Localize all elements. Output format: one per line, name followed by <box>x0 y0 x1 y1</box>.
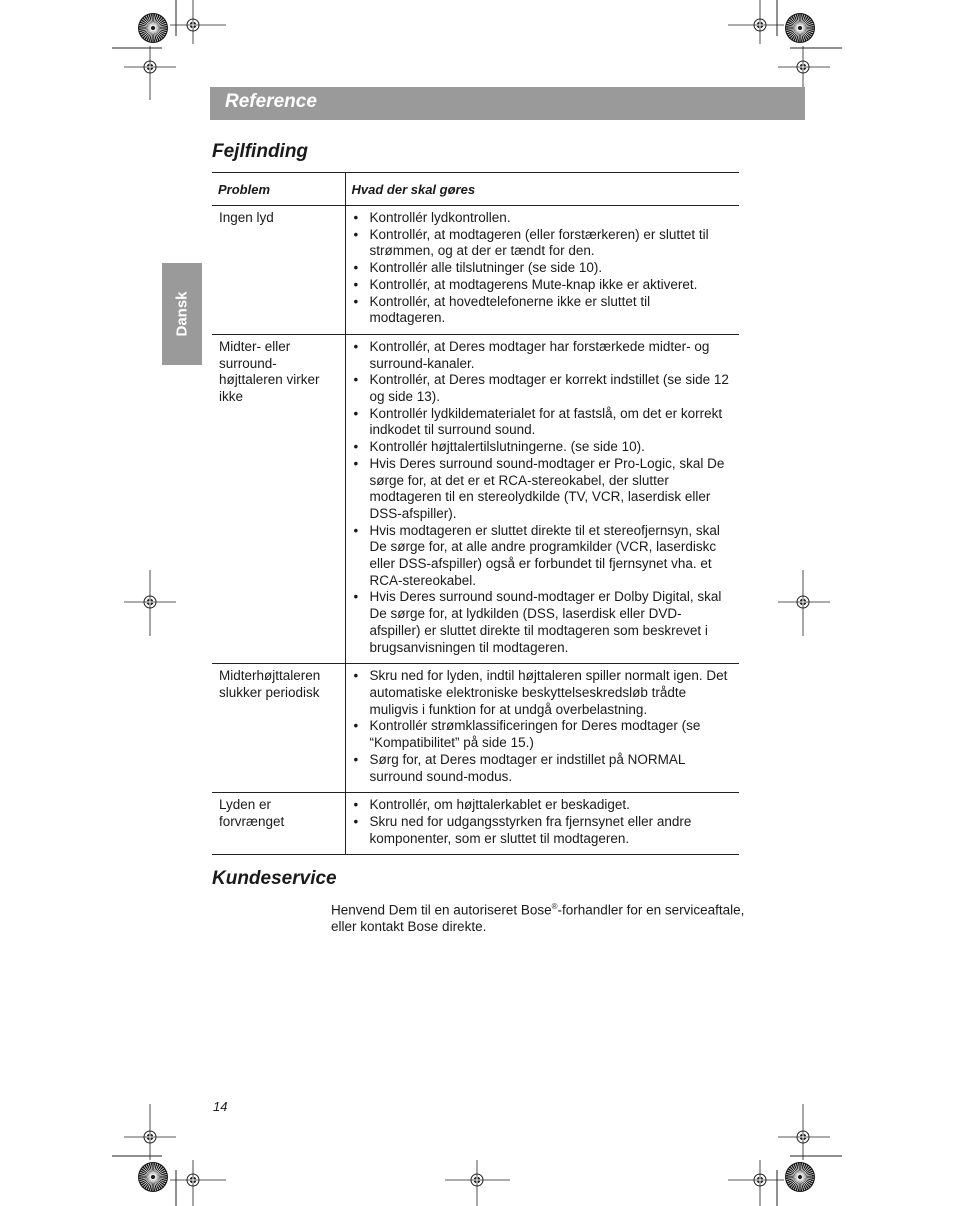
starburst-register-icon <box>138 13 168 43</box>
column-header-problem: Problem <box>212 173 345 206</box>
registered-mark: ® <box>551 902 558 911</box>
action-item: • Kontrollér, om højttalerkablet er beskadiget. <box>370 797 730 814</box>
action-item: • Kontrollér, at Deres modtager er korrekt indstillet (se side 12 og side 13). <box>370 372 730 405</box>
table-header-row <box>212 173 739 206</box>
starburst-register-icon <box>785 1162 815 1192</box>
action-cell <box>345 334 739 663</box>
language-tab-label: Dansk <box>173 291 191 337</box>
action-item: • Kontrollér, at modtageren (eller forstærkeren) er sluttet til strømmen, og at der er tændt for den. <box>370 227 730 260</box>
action-list <box>352 668 734 785</box>
action-list <box>352 210 734 327</box>
action-item: • Hvis Deres surround sound-modtager er Dolby Digital, skal De sørge for, at lydkilden (DSS, laserdisk eller DVD-afspiller) er sluttet direkte til modtageren som beskrevet i brugsanvisningen til modtageren. <box>370 589 730 656</box>
customer-service-text-part: -forhandler for en serviceaftale, eller kontakt Bose direkte. <box>331 902 745 935</box>
customer-service-text-part: Henvend Dem til en autoriseret Bose <box>331 902 552 918</box>
action-item: • Kontrollér, at hovedtelefonerne ikke er sluttet til modtageren. <box>370 294 730 327</box>
action-list <box>352 339 734 656</box>
action-cell <box>345 206 739 335</box>
table-row <box>212 206 739 335</box>
starburst-register-icon <box>785 13 815 43</box>
action-item: • Skru ned for udgangsstyrken fra fjernsynet eller andre komponenter, som er sluttet til modtageren. <box>370 814 730 847</box>
customer-service-heading: Kundeservice <box>212 868 337 889</box>
table-row <box>212 334 739 663</box>
table-row <box>212 664 739 793</box>
action-item: • Hvis Deres surround sound-modtager er Pro-Logic, skal De sørge for, at det er et RCA-stereokabel, der slutter modtageren til en stereolydkilde (TV, VCR, laserdisk eller DSS-afspiller). <box>370 456 730 523</box>
problem-cell: Lyden er forvrænget <box>212 793 345 855</box>
problem-cell: Midter- eller surround-højttaleren virker ikke <box>212 334 345 663</box>
action-item: • Kontrollér, at modtagerens Mute-knap ikke er aktiveret. <box>370 277 730 294</box>
language-tab <box>162 263 202 365</box>
action-item: • Sørg for, at Deres modtager er indstillet på NORMAL surround sound-modus. <box>370 752 730 785</box>
action-item: • Skru ned for lyden, indtil højttaleren spiller normalt igen. Det automatiske elektroniske beskyttelseskredsløb trådte muligvis i funktion for at undgå overbelastning. <box>370 668 730 718</box>
action-item: • Kontrollér lydkontrollen. <box>370 210 730 227</box>
page-number: 14 <box>213 1099 228 1114</box>
column-header-action: Hvad der skal gøres <box>345 173 739 206</box>
action-item: • Kontrollér, at Deres modtager har forstærkede midter- og surround-kanaler. <box>370 339 730 372</box>
action-item: • Kontrollér lydkildematerialet for at fastslå, om det er korrekt indkodet til surround sound. <box>370 406 730 439</box>
action-item: • Hvis modtageren er sluttet direkte til et stereofjernsyn, skal De sørge for, at alle andre programkilder (VCR, laserdiskc eller DSS-afspiller) også er forbundet til fjernsynet vha. et RCA-stereokabel. <box>370 523 730 590</box>
action-item: • Kontrollér alle tilslutninger (se side 10). <box>370 260 730 277</box>
problem-cell: Midterhøjttaleren slukker periodisk <box>212 664 345 793</box>
problem-cell: Ingen lyd <box>212 206 345 335</box>
troubleshooting-heading: Fejlfinding <box>212 141 309 162</box>
action-list <box>352 797 734 847</box>
section-title: Reference <box>225 91 317 112</box>
troubleshooting-table <box>212 172 739 855</box>
action-item: • Kontrollér strømklassificeringen for Deres modtager (se “Kompatibilitet” på side 15.) <box>370 718 730 751</box>
customer-service-text <box>331 899 751 936</box>
action-item: • Kontrollér højttalertilslutningerne. (se side 10). <box>370 439 730 456</box>
section-header-bar <box>210 87 805 120</box>
action-cell <box>345 793 739 855</box>
table-row <box>212 793 739 855</box>
starburst-register-icon <box>138 1162 168 1192</box>
action-cell <box>345 664 739 793</box>
